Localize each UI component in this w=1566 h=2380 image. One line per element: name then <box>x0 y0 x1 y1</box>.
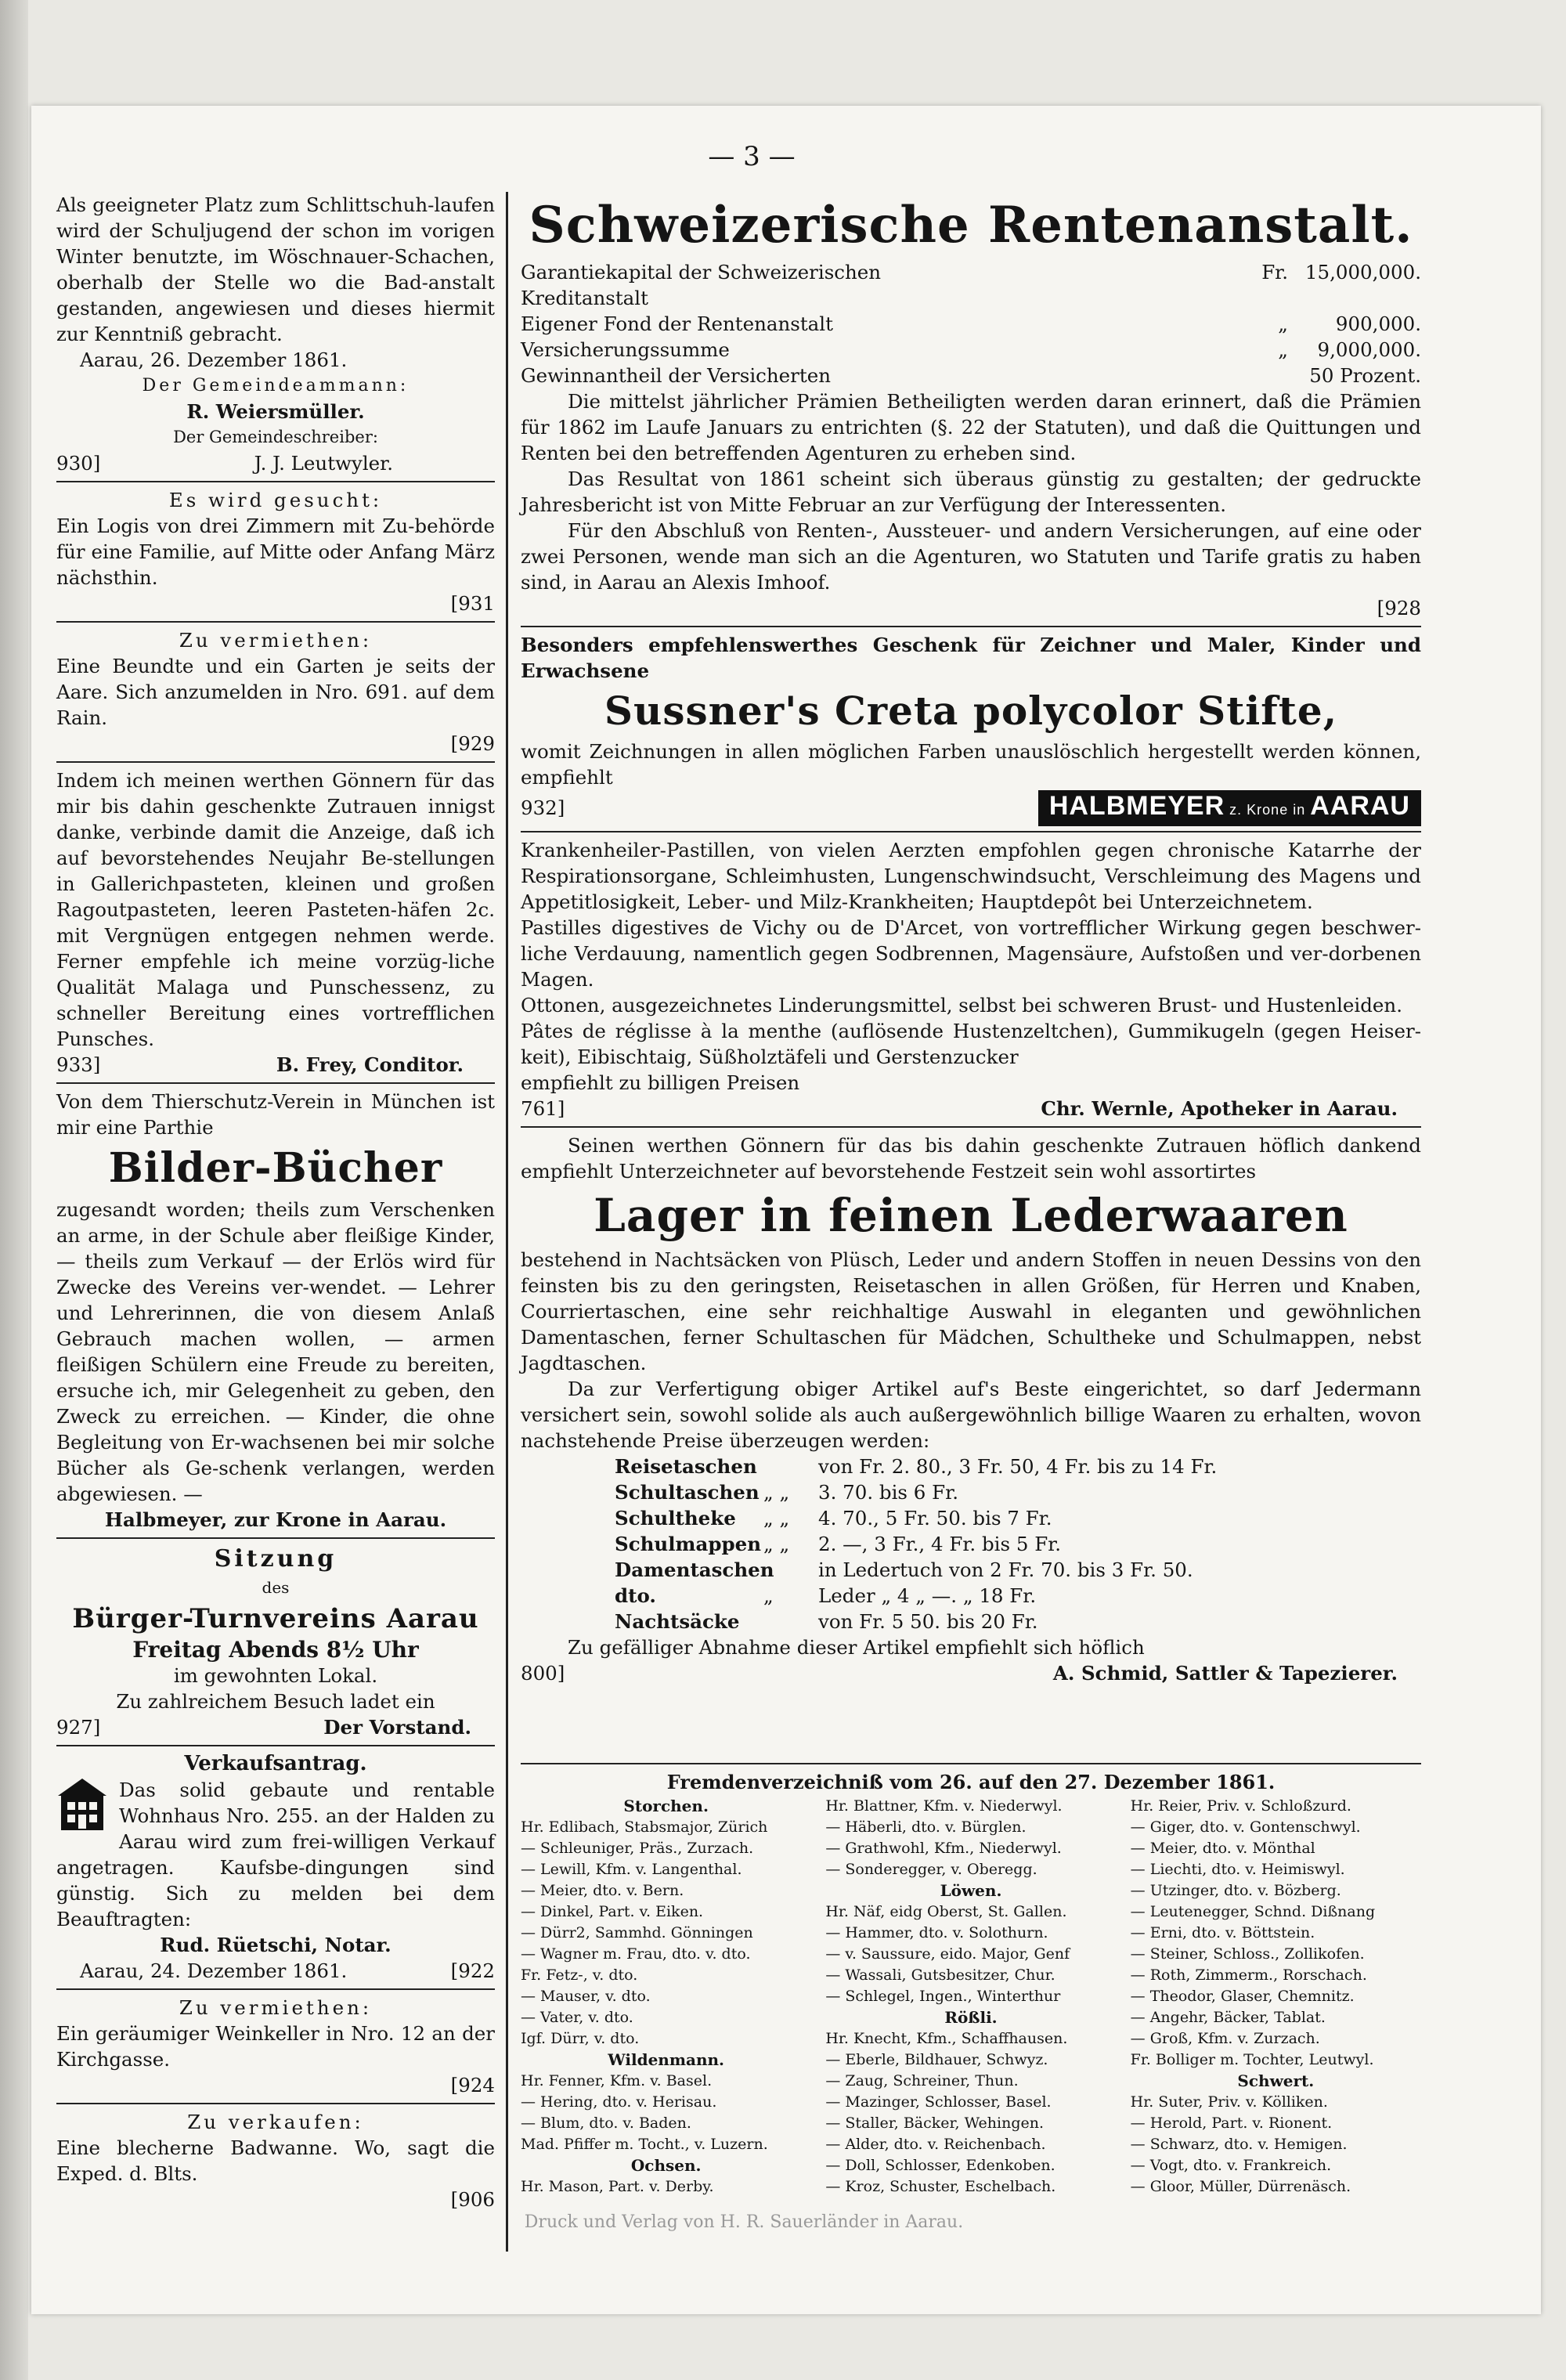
notice-text: Eine blecherne Badwanne. Wo, sagt die Exped. d. Blts. <box>56 2136 495 2185</box>
visitor-entry: — Staller, Bäcker, Wehingen. <box>825 2115 1045 2132</box>
visitor-entry: — Hering, dto. v. Herisau. <box>521 2093 717 2111</box>
notice-turnverein <box>56 1544 495 1740</box>
capital-unit: „ <box>1278 338 1288 361</box>
visitor-entry: — Zaug, Schreiner, Thun. <box>825 2072 1019 2089</box>
notice-time: Freitag Abends 8½ Uhr <box>132 1637 419 1663</box>
notice-rent-garden <box>56 627 495 757</box>
hotel-header: Schwert. <box>1237 2071 1315 2090</box>
visitor-entry: — Gloor, Müller, Dürrenäsch. <box>1130 2178 1351 2195</box>
notice-house-sale <box>56 1751 495 1984</box>
visitor-entry: — Alder, dto. v. Reichenbach. <box>825 2136 1046 2153</box>
price-item: Reisetaschen <box>615 1455 757 1478</box>
ad-intro: Seinen werthen Gönnern für das bis dahin geschenkte Zutrauen höflich dankend empfiehlt Unterzeichneter auf bevorstehende Festzeit sein wohl assortirtes <box>521 1134 1421 1183</box>
visitors-title: Fremdenverzeichniß vom 26. auf den 27. Dezember 1861. <box>666 1771 1276 1793</box>
signatory-name: Rud. Rüetschi, Notar. <box>160 1934 392 1956</box>
divider <box>56 481 495 482</box>
divider <box>521 626 1421 627</box>
notice-text: Indem ich meinen werthen Gönnern für das mir bis dahin geschenkte Zutrauen innigst danke, verbinde damit die Anzeige, daß ich auf bevorstehendes Neujahr Be-stellungen in Gallerichpasteten, kleinen und großen Ragoutpasteten, leeren Pasteten-häfen 2c. mit Vergnügen entgegen nehmen werde. Ferner empfehle ich meine vorzüg-liche Qualität Malaga und Punschessenz, zu schneller Bereitung eines vortrefflichen Punsches. <box>56 769 495 1050</box>
visitor-entry: — Meier, dto. v. Bern. <box>521 1882 684 1899</box>
price-mark: „ „ <box>763 1481 790 1504</box>
visitor-entry: — Meier, dto. v. Mönthal <box>1130 1840 1315 1857</box>
ad-text: Pastilles digestives de Vichy ou de D'Arcet, von vortrefflicher Wirkung gegen beschwer-liche Verdauung, namentlich gegen Sodbrennen, Magensäure, Aufstoßen und ver-dorbenen Magen. <box>521 916 1421 991</box>
visitor-entry: — Dinkel, Part. v. Eiken. <box>521 1903 704 1920</box>
notice-place: im gewohnten Lokal. <box>173 1664 378 1687</box>
visitor-entry: — Lewill, Kfm. v. Langenthal. <box>521 1861 742 1878</box>
notice-text: Als geeigneter Platz zum Schlittschuh-laufen wird der Schuljugend der schon im vorigen Winter benutzte, im Wöschnauer-Schachen, oberhalb der Stelle wo die Bad-anstalt gestanden, angewiesen und dieses hiermit zur Kenntniß gebracht. <box>56 193 495 345</box>
price-mark: „ „ <box>763 1533 790 1555</box>
ad-headline: Schweizerische Rentenanstalt. <box>529 196 1413 255</box>
visitor-entry: — Eberle, Bildhauer, Schwyz. <box>825 2051 1048 2068</box>
ad-text: Krankenheiler-Pastillen, von vielen Aerzten empfohlen gegen chronische Katarrhe der Respirationsorgane, Schleimhusten, Lungenschwindsucht, Verschleimung des Magens und Appetitlosigkeit, Leber- und Milz-Krankheiten; Hauptdepôt bei Unterzeichnetem. <box>521 839 1421 913</box>
capital-unit <box>959 363 1288 388</box>
ad-text: womit Zeichnungen in allen möglichen Farben unauslöschlich hergestellt werden können, empfiehlt <box>521 740 1421 789</box>
notice-wanted <box>56 487 495 616</box>
signatory-name: Der Vorstand. <box>323 1716 471 1739</box>
visitor-entry: — Schwarz, dto. v. Hemigen. <box>1130 2136 1348 2153</box>
visitor-entry: — v. Saussure, eido. Major, Genf <box>825 1945 1070 1963</box>
capital-label: Eigener Fond der Rentenanstalt <box>521 312 833 335</box>
price-row <box>615 1609 1421 1634</box>
ad-number: 761] <box>521 1097 565 1120</box>
notice-headline: Bilder-Bücher <box>108 1144 443 1192</box>
stamp-small: z. Krone in <box>1229 802 1306 818</box>
notice-text: Eine Beundte und ein Garten je seits der Aare. Sich anzumelden in Nro. 691. auf dem Rain. <box>56 655 495 729</box>
visitor-entry: — Sonderegger, v. Oberegg. <box>825 1861 1037 1878</box>
notice-number: [931 <box>450 592 495 615</box>
visitor-entry: — Wassali, Gutsbesitzer, Chur. <box>825 1966 1055 1984</box>
visitor-entry: — Doll, Schlosser, Edenkoben. <box>825 2157 1055 2174</box>
faded-imprint: Druck und Verlag von H. R. Sauerländer in Aarau. <box>524 2212 964 2232</box>
notice-text: des <box>262 1578 290 1597</box>
visitor-entry: — Wagner m. Frau, dto. v. dto. <box>521 1945 751 1963</box>
price-mark <box>763 1454 818 1479</box>
capital-label: Garantiekapital der Schweizerischen Kreditanstalt <box>521 261 882 309</box>
visitor-entry: Fr. Fetz-, v. dto. <box>521 1966 638 1984</box>
price-mark: „ „ <box>763 1507 790 1529</box>
divider <box>56 761 495 763</box>
notice-number: [906 <box>450 2188 495 2211</box>
visitor-entry: Igf. Dürr, v. dto. <box>521 2030 640 2047</box>
price-value: von Fr. 5 50. bis 20 Fr. <box>818 1610 1038 1633</box>
visitor-entry: — Angehr, Bäcker, Tablat. <box>1130 2009 1326 2026</box>
notice-title: Zu vermiethen: <box>179 1996 373 2019</box>
price-mark <box>763 1609 818 1634</box>
ad-pharmacy <box>521 837 1421 1121</box>
visitor-entry: Hr. Fenner, Kfm. v. Basel. <box>521 2072 713 2089</box>
price-row <box>615 1531 1421 1557</box>
hotel-header: Wildenmann. <box>608 2050 725 2069</box>
notice-picture-books <box>56 1089 495 1533</box>
notice-headline: Bürger-Turnvereins Aarau <box>72 1603 479 1634</box>
visitor-entry: — Giger, dto. v. Gontenschwyl. <box>1130 1818 1361 1836</box>
hotel-header: Ochsen. <box>630 2156 702 2175</box>
signatory-name: Chr. Wernle, Apotheker in Aarau. <box>1041 1097 1398 1120</box>
notice-title: Zu verkaufen: <box>187 2111 364 2133</box>
visitor-entry: — Leutenegger, Schnd. Dißnang <box>1130 1903 1376 1920</box>
hotel-header: Rößli. <box>944 2008 998 2027</box>
visitor-entry: — Erni, dto. v. Böttstein. <box>1130 1924 1315 1941</box>
notice-title: Es wird gesucht: <box>168 489 383 511</box>
visitors-column <box>825 1796 1116 2198</box>
ad-rentenanstalt <box>521 192 1421 621</box>
capital-value: 900,000. <box>1335 312 1421 335</box>
notice-title: Verkaufsantrag. <box>184 1752 367 1775</box>
price-value: 3. 70. bis 6 Fr. <box>818 1481 958 1504</box>
visitor-entry: — Dürr2, Sammhd. Gönningen <box>521 1924 753 1941</box>
visitor-entry: — Grathwohl, Kfm., Niederwyl. <box>825 1840 1062 1857</box>
price-item: dto. <box>615 1584 656 1607</box>
visitor-entry: — Schlegel, Ingen., Winterthur <box>825 1988 1061 2005</box>
notice-confectioner <box>56 767 495 1078</box>
visitors-column <box>1131 1796 1421 2198</box>
notice-bathtub <box>56 2109 495 2212</box>
visitor-entry: — Blum, dto. v. Baden. <box>521 2115 691 2132</box>
visitor-entry: — Groß, Kfm. v. Zurzach. <box>1130 2030 1320 2047</box>
price-mark: „ <box>763 1584 774 1607</box>
visitor-entry: — Kroz, Schuster, Eschelbach. <box>825 2178 1056 2195</box>
notice-number: 930] <box>56 452 101 475</box>
divider <box>521 1126 1421 1128</box>
notice-number: 933] <box>56 1053 101 1076</box>
visitor-entry: Fr. Bolliger m. Tochter, Leutwyl. <box>1130 2051 1374 2068</box>
ad-intro: Besonders empfehlenswerthes Geschenk für Zeichner und Maler, Kinder und Erwachsene <box>521 634 1421 682</box>
halbmeyer-stamp <box>1038 790 1421 826</box>
notice-title: Zu vermiethen: <box>179 629 373 652</box>
capital-label: Gewinnantheil der Versicherten <box>521 364 831 387</box>
ad-text: Für den Abschluß von Renten-, Aussteuer- und andern Versicherungen, auf eine oder zwei Personen, wende man sich an die Agenturen, wo Statuten und Tarife gratis zu haben sind, in Aarau an Alexis Imhoof. <box>521 519 1421 594</box>
notice-number: [924 <box>450 2074 495 2096</box>
visitor-entry: Hr. Edlibach, Stabsmajor, Zürich <box>521 1818 768 1836</box>
ad-number: [928 <box>1377 597 1421 619</box>
visitor-entry: — Theodor, Glaser, Chemnitz. <box>1130 1988 1355 2005</box>
notice-text: Ein Logis von drei Zimmern mit Zu-behörde für eine Familie, auf Mitte oder Anfang März nächsthin. <box>56 515 495 589</box>
divider <box>56 621 495 623</box>
notice-text: Das solid gebaute und rentable Wohnhaus Nro. 255. an der Halden zu Aarau wird zum frei-willigen Verkauf angetragen. Kaufsbe-dingungen sind günstig. Sich zu melden bei dem Beauftragten: <box>56 1779 495 1930</box>
book-binding <box>0 0 28 2380</box>
capital-unit: „ <box>1278 312 1288 335</box>
visitor-entry: Hr. Blattner, Kfm. v. Niederwyl. <box>825 1797 1063 1815</box>
divider <box>56 2103 495 2104</box>
visitor-entry: — Vogt, dto. v. Frankreich. <box>1130 2157 1332 2174</box>
visitor-entry: Hr. Näf, eidg Oberst, St. Gallen. <box>825 1903 1067 1920</box>
price-row <box>615 1583 1421 1609</box>
visitor-entry: Hr. Mason, Part. v. Derby. <box>521 2178 714 2195</box>
ad-text: Die mittelst jährlicher Prämien Betheiligten werden daran erinnert, daß die Prämien für 1862 im Laufe Januars zu entrichten (§. 22 der Statuten), und daß die Quittungen und Renten bei den betreffenden Agenturen zu erheben sind. <box>521 390 1421 464</box>
notice-wine-cellar <box>56 1995 495 2098</box>
column-divider <box>506 192 508 2252</box>
visitor-entry: — Häberli, dto. v. Bürglen. <box>825 1818 1027 1836</box>
divider <box>521 1763 1421 1764</box>
ad-number: 932] <box>521 796 565 819</box>
ad-text: Ottonen, ausgezeichnetes Linderungsmittel, selbst bei schweren Brust- und Hustenleiden. <box>521 994 1402 1017</box>
stamp-city: AARAU <box>1310 791 1410 821</box>
notice-number: 927] <box>56 1716 101 1739</box>
signatory-name: A. Schmid, Sattler & Tapezierer. <box>1052 1662 1398 1685</box>
visitor-entry: Hr. Knecht, Kfm., Schaffhausen. <box>825 2030 1068 2047</box>
divider <box>56 1988 495 1990</box>
divider <box>56 1082 495 1084</box>
capital-unit: Fr. <box>1261 261 1288 284</box>
price-value: 4. 70., 5 Fr. 50. bis 7 Fr. <box>818 1507 1052 1529</box>
visitors-list <box>521 1758 1421 2198</box>
notice-number: [929 <box>450 732 495 755</box>
signatory-role: Der Gemeindeschreiber: <box>173 428 378 446</box>
visitor-entry: Mad. Pfiffer m. Tocht., v. Luzern. <box>521 2136 768 2153</box>
capital-value: 15,000,000. <box>1304 261 1421 284</box>
capital-value: 9,000,000. <box>1317 338 1421 361</box>
notice-text: Zu zahlreichem Besuch ladet ein <box>116 1690 435 1713</box>
price-list <box>521 1454 1421 1634</box>
ad-text: Pâtes de réglisse à la menthe (auflösende Hustenzeltchen), Gummikugeln (gegen Heiser-keit), Eibischtaig, Süßholztäfeli und Gerstenzucker <box>521 1020 1421 1068</box>
visitor-entry: Hr. Suter, Priv. v. Kölliken. <box>1130 2093 1328 2111</box>
visitors-columns <box>521 1796 1421 2198</box>
page-number: — 3 — <box>708 141 796 172</box>
visitor-entry: — Steiner, Schloss., Zollikofen. <box>1130 1945 1365 1963</box>
visitors-column <box>521 1796 811 2198</box>
signatory-name: R. Weiersmüller. <box>186 400 365 423</box>
price-item: Schultheke <box>615 1507 736 1529</box>
ad-text: bestehend in Nachtsäcken von Plüsch, Leder und andern Stoffen in neuen Dessins von den feinsten bis zu den geringsten, Reisetaschen in allen Größen, für Herren und Knaben, Courriertaschen, eine sehr reichhaltige Auswahl in eleganten und gewöhnlichen Damentaschen, ferner Schultaschen für Mädchen, Schultheke und Schulmappen, nebst Jagdtaschen. <box>521 1248 1421 1374</box>
ad-text: Da zur Verfertigung obiger Artikel auf's Beste eingerichtet, so darf Jedermann versichert sein, sowohl solide als auch außergewöhnlich billige Waaren zu erhalten, wovon nachstehende Preise überzeugen werden: <box>521 1378 1421 1452</box>
left-column <box>56 192 495 2212</box>
signatory-role: Der Gemeindeammann: <box>142 376 410 395</box>
ad-text: empfiehlt zu billigen Preisen <box>521 1071 800 1094</box>
ad-text: Zu gefälliger Abnahme dieser Artikel empfiehlt sich höflich <box>568 1636 1145 1659</box>
house-icon <box>56 1777 108 1832</box>
price-row <box>615 1479 1421 1505</box>
ad-leather-goods <box>521 1132 1421 1686</box>
notice-text: zugesandt worden; theils zum Verschenken an arme, in der Schule aber fleißige Kinder, — theils zum Verkauf — der Erlös wird für Zwecke des Vereins ver-wendet. — Lehrer und Lehrerinnen, die von diesem Anlaß Gebrauch machen wollen, — armen fleißigen Schülern eine Freude zu bereiten, ersuche ich, mir Gelegenheit zu geben, den Zweck zu erreichen. — Kinder, die ohne Begleitung von Er-wachsenen bei mir solche Bücher als Ge-schenk verlangen, werden abgewiesen. — <box>56 1198 495 1505</box>
notice-text: Ein geräumiger Weinkeller in Nro. 12 an der Kirchgasse. <box>56 2022 495 2071</box>
ad-number: 800] <box>521 1662 565 1685</box>
price-value: 2. —, 3 Fr., 4 Fr. bis 5 Fr. <box>818 1533 1062 1555</box>
visitor-entry: Hr. Reier, Priv. v. Schloßzurd. <box>1130 1797 1351 1815</box>
price-item: Schultaschen <box>615 1481 760 1504</box>
capital-label: Versicherungssumme <box>521 338 730 361</box>
visitor-entry: — Herold, Part. v. Rionent. <box>1130 2115 1333 2132</box>
visitor-entry: — Utzinger, dto. v. Bözberg. <box>1130 1882 1341 1899</box>
capital-table <box>521 259 1421 388</box>
signatory-name: Halbmeyer, zur Krone in Aarau. <box>104 1508 447 1531</box>
notice-skating <box>56 192 495 476</box>
notice-date: Aarau, 26. Dezember 1861. <box>80 349 348 371</box>
price-item: Damentaschen <box>615 1558 774 1581</box>
price-value: in Ledertuch von 2 Fr. 70. bis 3 Fr. 50. <box>818 1558 1193 1581</box>
price-row <box>615 1557 1421 1583</box>
ad-headline: Lager in feinen Lederwaaren <box>594 1189 1348 1242</box>
visitor-entry: — Hammer, dto. v. Solothurn. <box>825 1924 1048 1941</box>
hotel-header: Storchen. <box>623 1797 709 1815</box>
ad-text: Das Resultat von 1861 scheint sich überaus günstig zu gestalten; der gedruckte Jahresbericht ist von Mitte Februar an zur Verfügung der Interessenten. <box>521 468 1421 516</box>
visitor-entry: — Schleuniger, Präs., Zurzach. <box>521 1840 754 1857</box>
notice-date: Aarau, 24. Dezember 1861. <box>80 1959 348 1982</box>
price-row <box>615 1505 1421 1531</box>
divider <box>521 831 1421 832</box>
signatory-name: J. J. Leutwyler. <box>254 452 393 475</box>
visitor-entry: — Liechti, dto. v. Heimiswyl. <box>1130 1861 1345 1878</box>
divider <box>56 1537 495 1539</box>
price-row <box>615 1454 1421 1479</box>
notice-intro: Von dem Thierschutz-Verein in München ist mir eine Parthie <box>56 1090 495 1139</box>
visitor-entry: — Roth, Zimmerm., Rorschach. <box>1130 1966 1367 1984</box>
visitor-entry: — Vater, v. dto. <box>521 2009 633 2026</box>
visitor-entry: — Mauser, v. dto. <box>521 1988 651 2005</box>
right-column <box>521 192 1421 1686</box>
stamp-name: HALBMEYER <box>1048 791 1225 821</box>
price-item: Schulmappen <box>615 1533 762 1555</box>
ad-headline: Sussner's Creta polycolor Stifte, <box>604 688 1338 734</box>
price-item: Nachtsäcke <box>615 1610 740 1633</box>
visitor-entry: — Mazinger, Schlosser, Basel. <box>825 2093 1052 2111</box>
notice-number: [922 <box>450 1959 495 1982</box>
capital-value: 50 Prozent. <box>1309 364 1421 387</box>
signatory-name: B. Frey, Conditor. <box>276 1053 464 1076</box>
price-value: von Fr. 2. 80., 3 Fr. 50, 4 Fr. bis zu 14 Fr. <box>818 1455 1218 1478</box>
ad-creta-stifte <box>521 632 1421 826</box>
price-mark <box>763 1557 818 1583</box>
hotel-header: Löwen. <box>940 1881 1002 1900</box>
price-value: Leder „ 4 „ —. „ 18 Fr. <box>818 1584 1037 1607</box>
notice-title: Sitzung <box>214 1545 337 1573</box>
divider <box>56 1745 495 1746</box>
